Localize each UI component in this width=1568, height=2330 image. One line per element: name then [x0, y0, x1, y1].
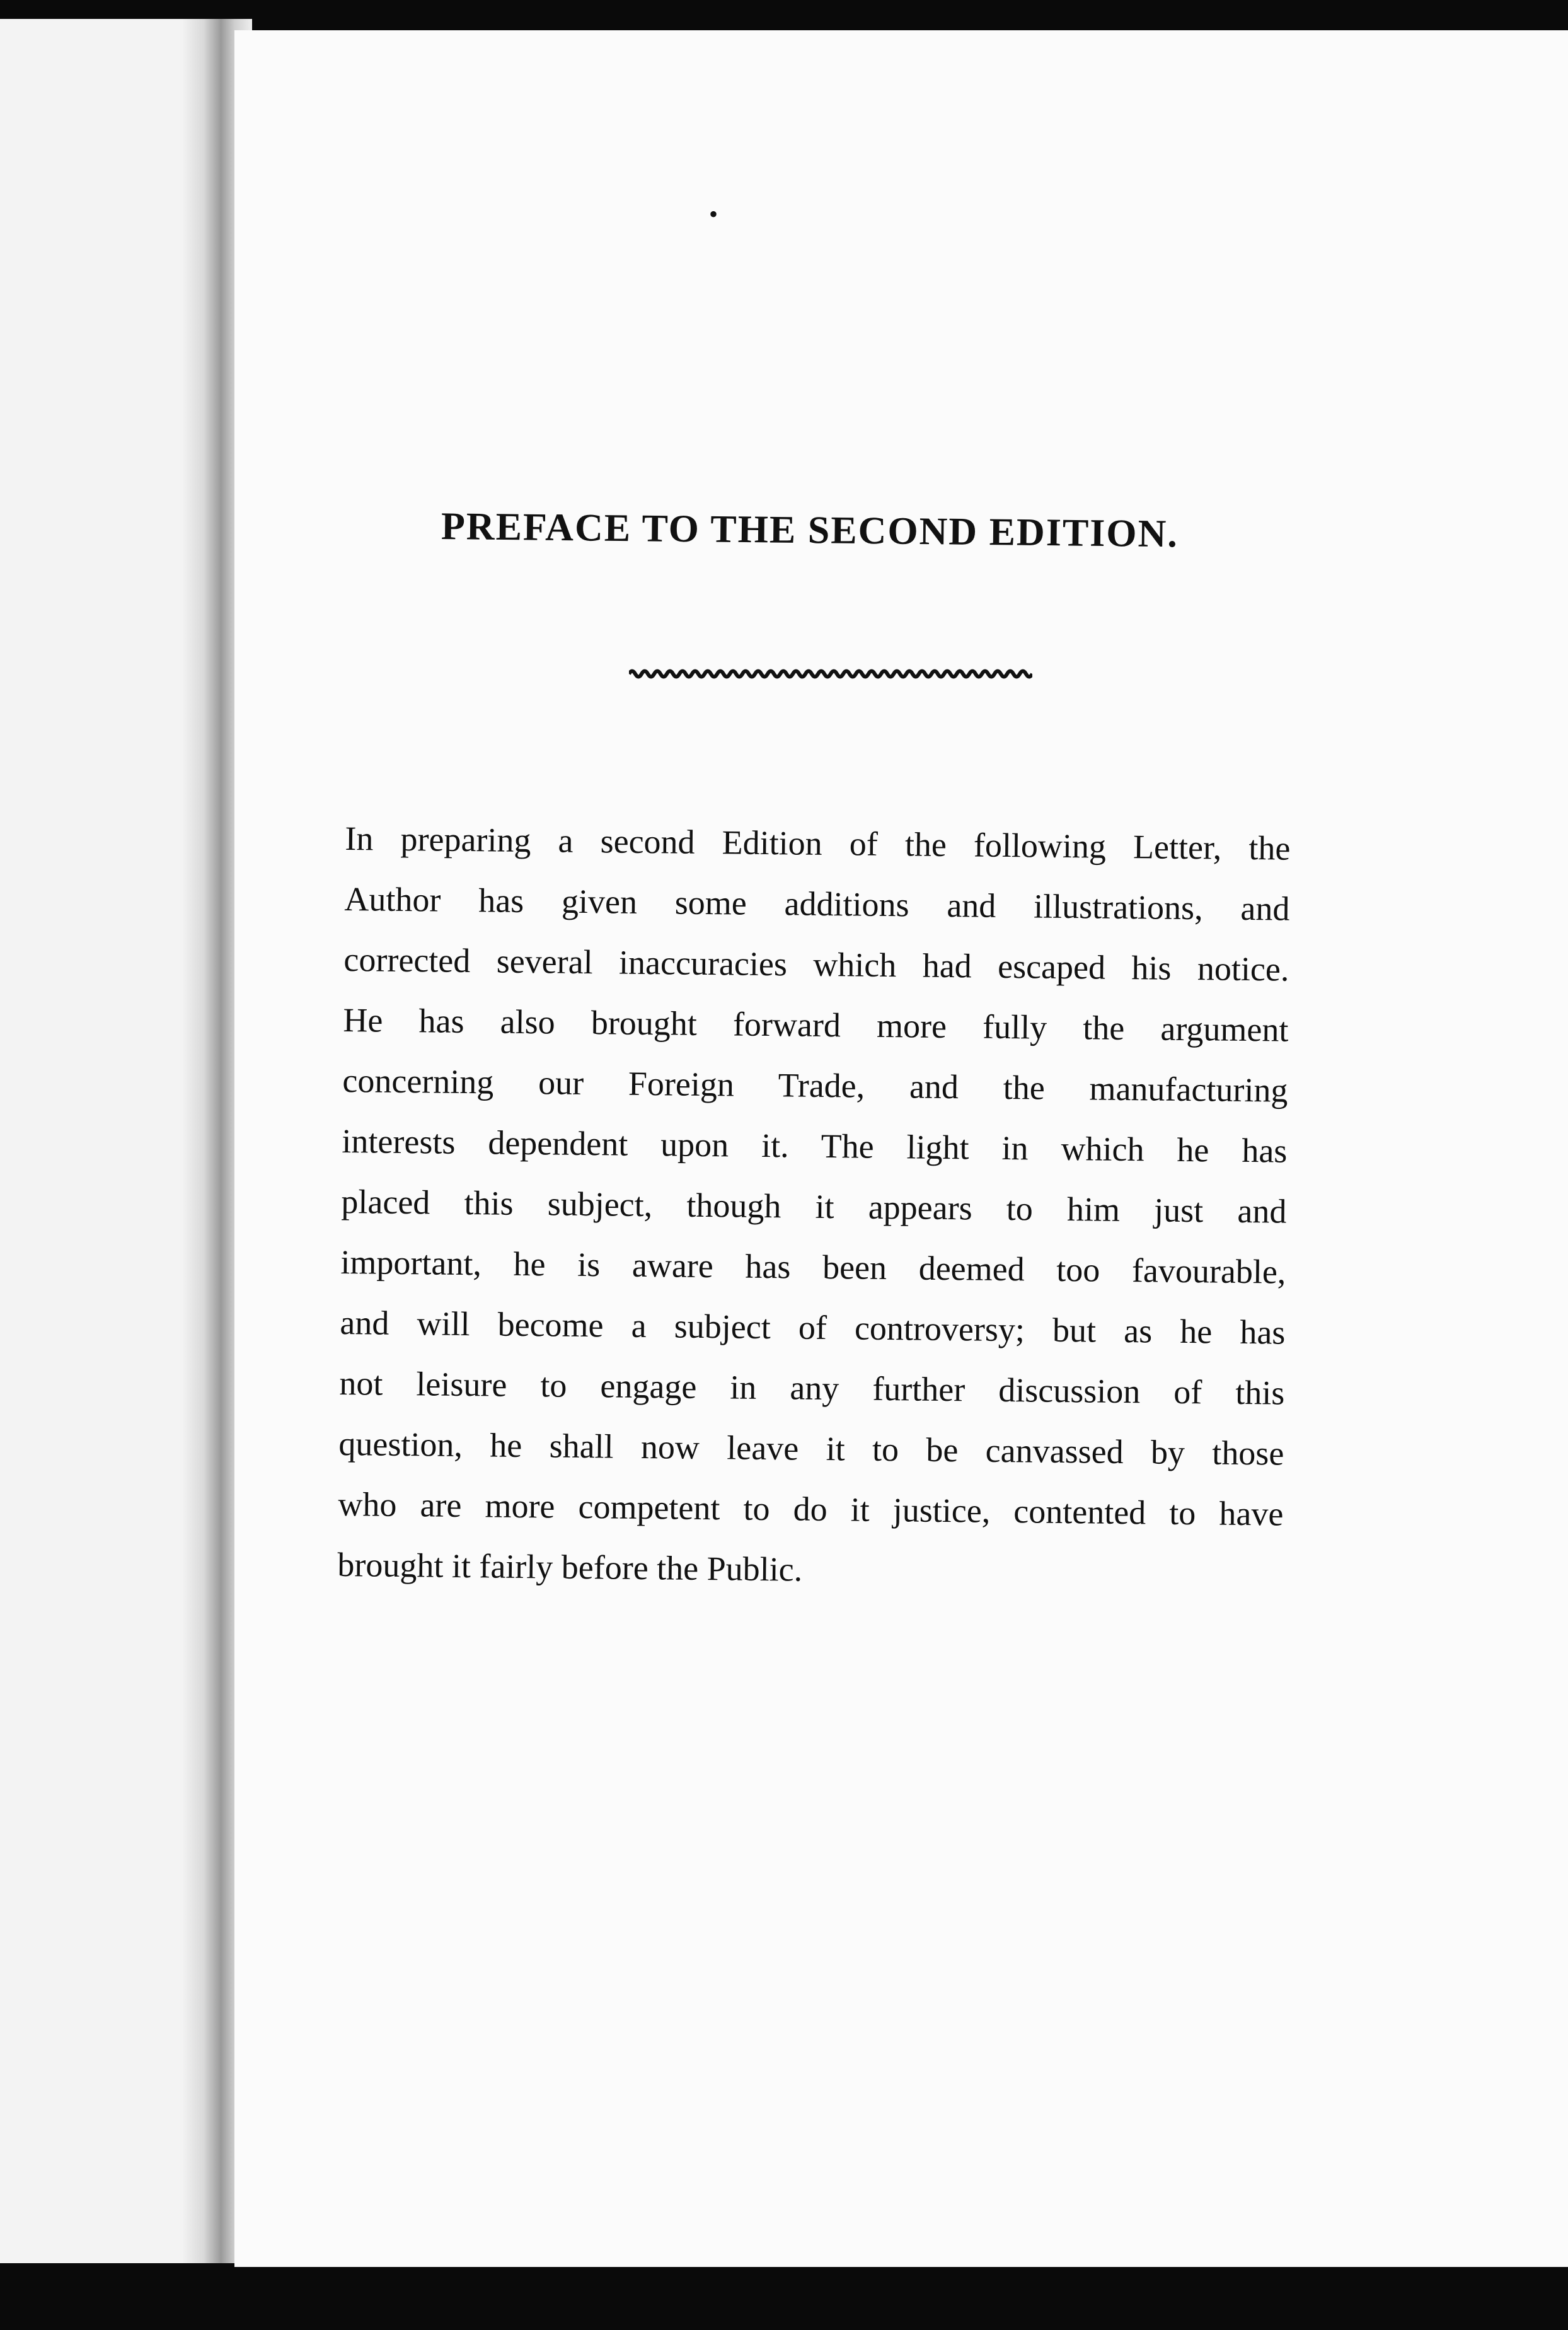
- paragraph-line-8: important, he is aware has been deemed too favourable,: [340, 1243, 1286, 1291]
- paragraph-line-1: In preparing a second Edition of the following Letter, the: [345, 819, 1291, 867]
- paragraph-line-11: question, he shall now leave it to be canvassed by those: [338, 1424, 1284, 1473]
- wavy-rule-divider: [629, 667, 1032, 681]
- preface-paragraph: [337, 808, 1291, 1605]
- page-title: PREFACE TO THE SECOND EDITION.: [441, 505, 1179, 556]
- paragraph-line-12: who are more competent to do it justice, contented to have: [338, 1485, 1284, 1533]
- paragraph-line-13: brought it fairly before the Public.: [337, 1545, 803, 1589]
- paragraph-line-5: concerning our Foreign Trade, and the manufacturing: [342, 1061, 1288, 1110]
- paragraph-line-6: interests dependent upon it. The light in which he has: [342, 1122, 1288, 1170]
- paragraph-line-9: and will become a subject of controversy; but as he has: [340, 1303, 1286, 1352]
- scan-bottom-edge: [0, 2267, 1568, 2330]
- paragraph-line-3: corrected several inaccuracies which had escaped his notice.: [343, 940, 1289, 988]
- paragraph-line-7: placed this subject, though it appears to him just and: [341, 1182, 1287, 1231]
- paragraph-line-4: He has also brought forward more fully the argument: [343, 1000, 1289, 1049]
- paragraph-line-2: Author has given some additions and illustrations, and: [344, 879, 1290, 928]
- paragraph-line-10: not leisure to engage in any further discussion of this: [339, 1364, 1285, 1412]
- ornament-dot: •: [709, 200, 718, 228]
